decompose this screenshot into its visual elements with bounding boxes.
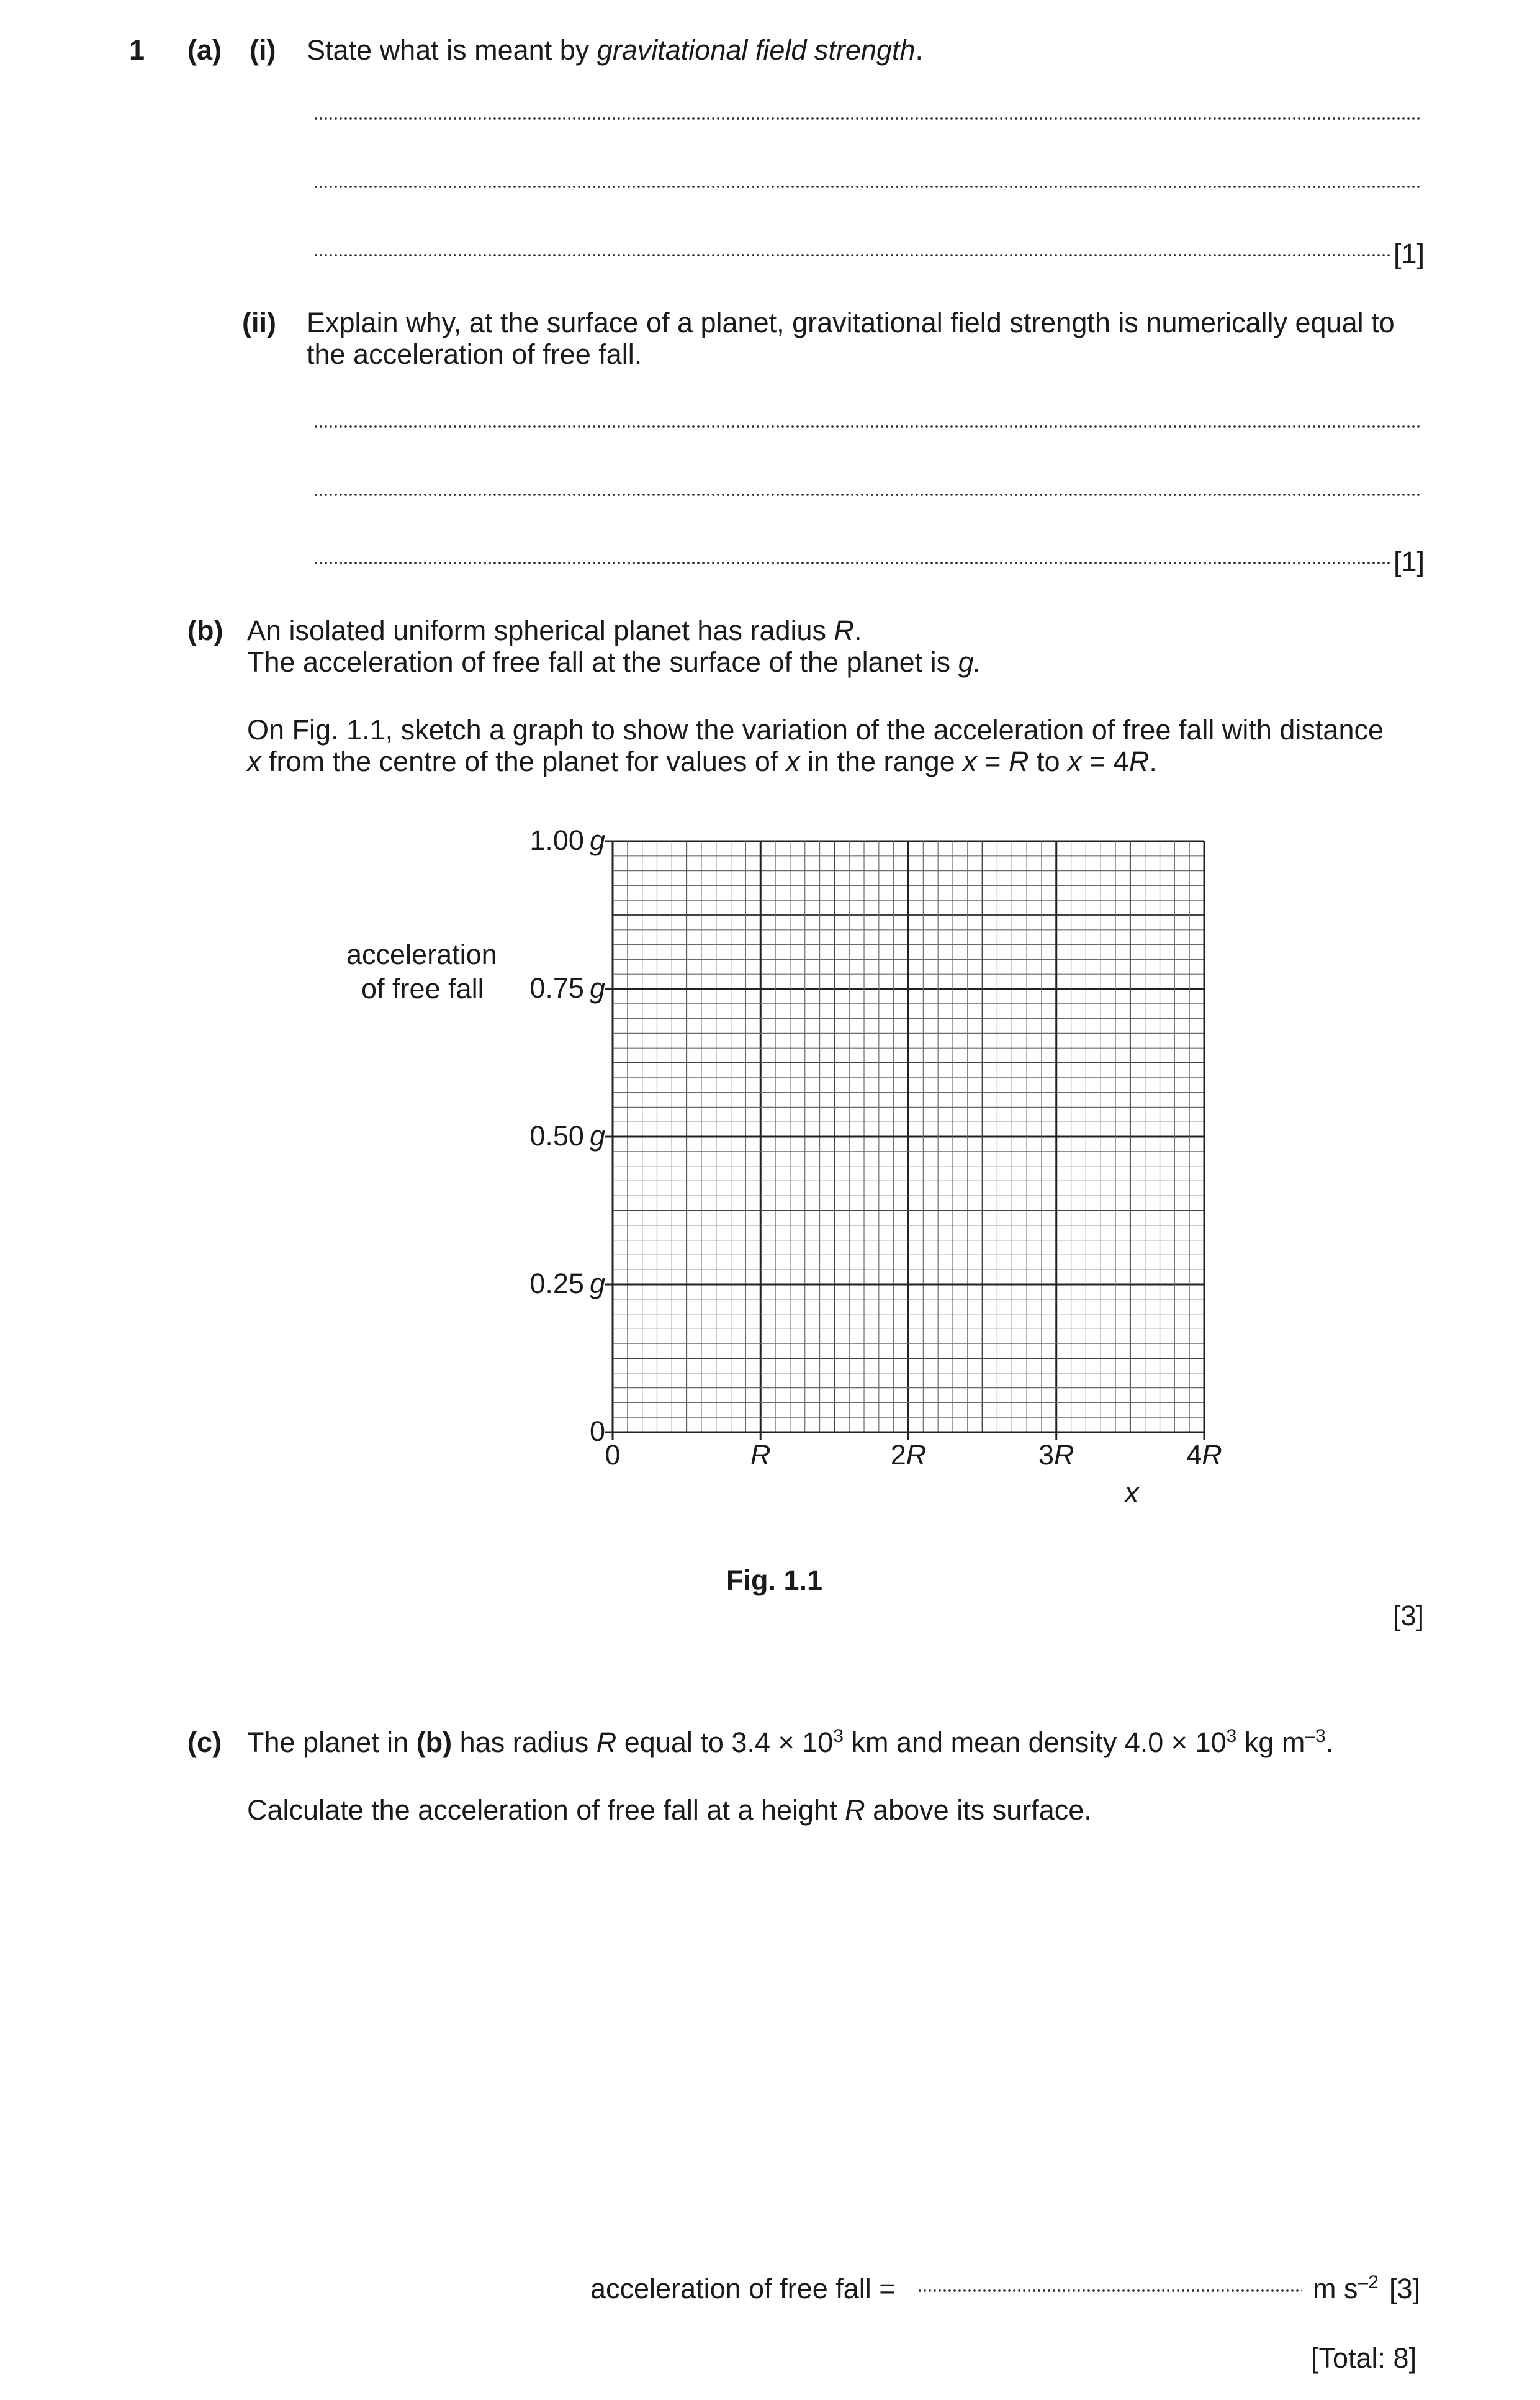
part-a-i-text-end: . (915, 34, 924, 66)
instr-eq2-R: R (1128, 746, 1150, 777)
answer-input-line[interactable] (917, 2289, 1302, 2293)
y-tick-label (529, 974, 605, 1002)
answer-line-a-i-1[interactable] (313, 117, 1421, 120)
answer-label: acceleration of free fall = (590, 2273, 896, 2304)
part-c-t3-sup: 3 (833, 1726, 844, 1746)
x-tick-var: R (750, 1439, 771, 1471)
part-a-ii-line1: Explain why, at the surface of a planet, gravitational field strength is numerically equal to (307, 307, 1395, 338)
question-number: 1 (129, 34, 145, 66)
part-c-ref-b: (b) (416, 1726, 453, 1758)
mark-a-ii: [1] (1394, 546, 1425, 577)
x-tick-num: 3 (1038, 1439, 1055, 1471)
x-tick-var: R (906, 1439, 927, 1471)
y-tick-num: 0.25 (529, 1268, 584, 1299)
x-axis-label: x (1125, 1477, 1139, 1509)
part-c-t5: kg m (1236, 1726, 1305, 1758)
answer-line-a-ii-1[interactable] (313, 425, 1421, 428)
part-c-t1: The planet in (247, 1726, 417, 1758)
part-a-i-label: (i) (250, 34, 276, 66)
part-b-instruction-1: On Fig. 1.1, sketch a graph to show the variation of the acceleration of free fall with distance (247, 714, 1384, 746)
part-c-t4: km and mean density 4.0 × 10 (844, 1726, 1227, 1758)
instr-eq1-R: R (1008, 746, 1029, 777)
figure-caption: Fig. 1.1 (726, 1564, 823, 1596)
x-tick-label (723, 1441, 798, 1469)
part-c-t6: . (1325, 1726, 1334, 1758)
x-tick-num: 0 (605, 1439, 621, 1471)
instr-eq2-var: x (1068, 746, 1082, 777)
x-tick-var: R (1202, 1439, 1222, 1471)
answer-line-a-ii-3[interactable] (313, 561, 1390, 565)
unit-text: m s (1313, 2273, 1358, 2304)
mark-a-i: [1] (1394, 238, 1425, 269)
x-tick-label (871, 1441, 946, 1469)
part-a-label: (a) (187, 34, 222, 66)
instr-end: . (1149, 746, 1157, 777)
part-b-line1 (247, 616, 862, 644)
answer-line-a-i-3[interactable] (313, 253, 1390, 257)
part-a-ii-label: (ii) (242, 307, 276, 338)
mark-b: [3] (1393, 1600, 1425, 1631)
instr-eq1: = (976, 746, 1009, 777)
mark-c: [3] (1389, 2273, 1421, 2304)
x-tick-label (575, 1441, 650, 1469)
part-b-radius-var: R (834, 615, 855, 646)
y-tick-num: 1.00 (529, 824, 584, 856)
instr-to: to (1029, 746, 1068, 777)
y-tick-label (590, 1417, 605, 1445)
y-axis-label-line1: acceleration (346, 939, 497, 970)
x-tick-label (1019, 1441, 1094, 1469)
y-tick-var: g (583, 824, 605, 856)
part-c-label: (c) (187, 1726, 222, 1758)
part-c-t5-sup: –3 (1305, 1726, 1326, 1746)
part-c-statement (247, 1728, 1333, 1756)
x-tick-num: 4 (1186, 1439, 1202, 1471)
part-c-instr-R: R (845, 1794, 865, 1826)
instr-text-mid: from the centre of the planet for values of (261, 746, 786, 777)
part-a-i-question (307, 36, 923, 64)
part-b-label: (b) (187, 615, 223, 646)
instr-x-var: x (247, 746, 261, 777)
y-tick-label (529, 1122, 605, 1150)
part-b-line2 (247, 648, 981, 676)
part-c-instr-end: above its surface. (865, 1794, 1092, 1826)
instr-eq2: = 4 (1081, 746, 1129, 777)
unit-sup: –2 (1358, 2272, 1379, 2293)
y-tick-var: g (583, 1120, 605, 1152)
answer-line-a-i-2[interactable] (313, 185, 1421, 189)
part-b-instruction-2 (247, 747, 1157, 775)
part-c-R: R (596, 1726, 617, 1758)
x-tick-var: R (1054, 1439, 1074, 1471)
x-tick-num: 2 (890, 1439, 906, 1471)
part-c-t2: has radius (452, 1726, 597, 1758)
y-tick-var: g (583, 1268, 605, 1299)
instr-range-text: in the range (799, 746, 963, 777)
part-b-line1-end: . (854, 615, 862, 646)
part-a-ii-line2: the acceleration of free fall. (307, 338, 642, 370)
x-tick-label (1167, 1441, 1241, 1469)
y-tick-label (529, 1270, 605, 1297)
part-c-t4-sup: 3 (1226, 1726, 1237, 1746)
part-b-line1-text: An isolated uniform spherical planet has radius (247, 615, 834, 646)
y-tick-num: 0.75 (529, 972, 584, 1004)
answer-unit (1313, 2272, 1379, 2304)
answer-line-a-ii-2[interactable] (313, 493, 1421, 497)
part-c-t3: equal to 3.4 × 10 (616, 1726, 834, 1758)
y-tick-label (529, 826, 605, 854)
part-c-instruction (247, 1796, 1092, 1824)
instr-x-var-2: x (785, 746, 800, 777)
y-tick-var: g (583, 972, 605, 1004)
total-marks: [Total: 8] (1311, 2342, 1417, 2374)
instr-eq1-var: x (963, 746, 977, 777)
part-c-instr-text: Calculate the acceleration of free fall at a height (247, 1794, 845, 1826)
part-a-i-text: State what is meant by (307, 34, 597, 66)
y-axis-label-line2: of free fall (361, 973, 484, 1004)
part-b-g-var: g. (958, 646, 982, 678)
y-tick-num: 0 (589, 1415, 605, 1447)
part-b-line2-text: The acceleration of free fall at the surface of the planet is (247, 646, 958, 678)
y-tick-num: 0.50 (529, 1120, 584, 1152)
part-a-i-term: gravitational field strength (597, 34, 916, 66)
